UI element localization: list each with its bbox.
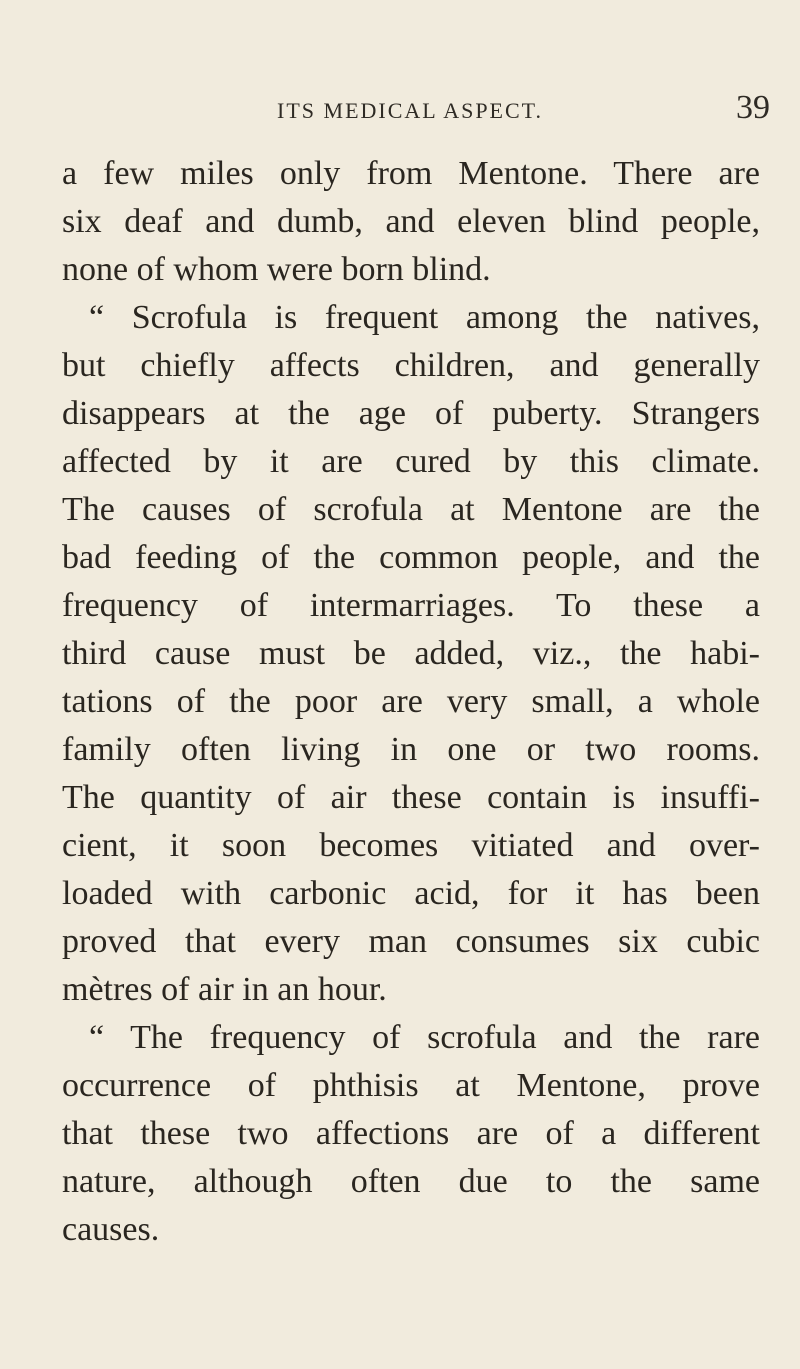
text-line: proved that every man consumes six cubic [62,923,760,960]
text-line: tations of the poor are very small, a whole [62,683,760,720]
text-line: bad feeding of the common people, and the [62,539,760,576]
text-line: none of whom were born blind. [62,251,491,288]
text-line: family often living in one or two rooms. [62,731,760,768]
text-line: but chiefly affects children, and generally [62,347,760,384]
text-line: nature, although often due to the same [62,1163,760,1200]
page-number: 39 [736,89,770,126]
text-line: The quantity of air these contain is insuffi- [62,779,760,816]
text-line: cient, it soon becomes vitiated and over- [62,827,760,864]
text-line: frequency of intermarriages. To these a [62,587,760,624]
text-line: affected by it are cured by this climate. [62,443,760,480]
text-line: “ Scrofula is frequent among the natives, [89,299,760,336]
text-line: third cause must be added, viz., the habi- [62,635,760,672]
text-line: The causes of scrofula at Mentone are the [62,491,760,528]
text-line: occurrence of phthisis at Mentone, prove [62,1067,760,1104]
running-title: ITS MEDICAL ASPECT. [277,98,543,123]
text-line: “ The frequency of scrofula and the rare [89,1019,760,1056]
text-line: mètres of air in an hour. [62,971,387,1008]
text-line: causes. [62,1211,160,1248]
text-line: loaded with carbonic acid, for it has been [62,875,760,912]
body-text [62,150,760,1254]
text-line: disappears at the age of puberty. Strangers [62,395,760,432]
text-line: that these two affections are of a different [62,1115,760,1152]
text-line: a few miles only from Mentone. There are [62,155,760,192]
text-line: six deaf and dumb, and eleven blind people, [62,203,760,240]
